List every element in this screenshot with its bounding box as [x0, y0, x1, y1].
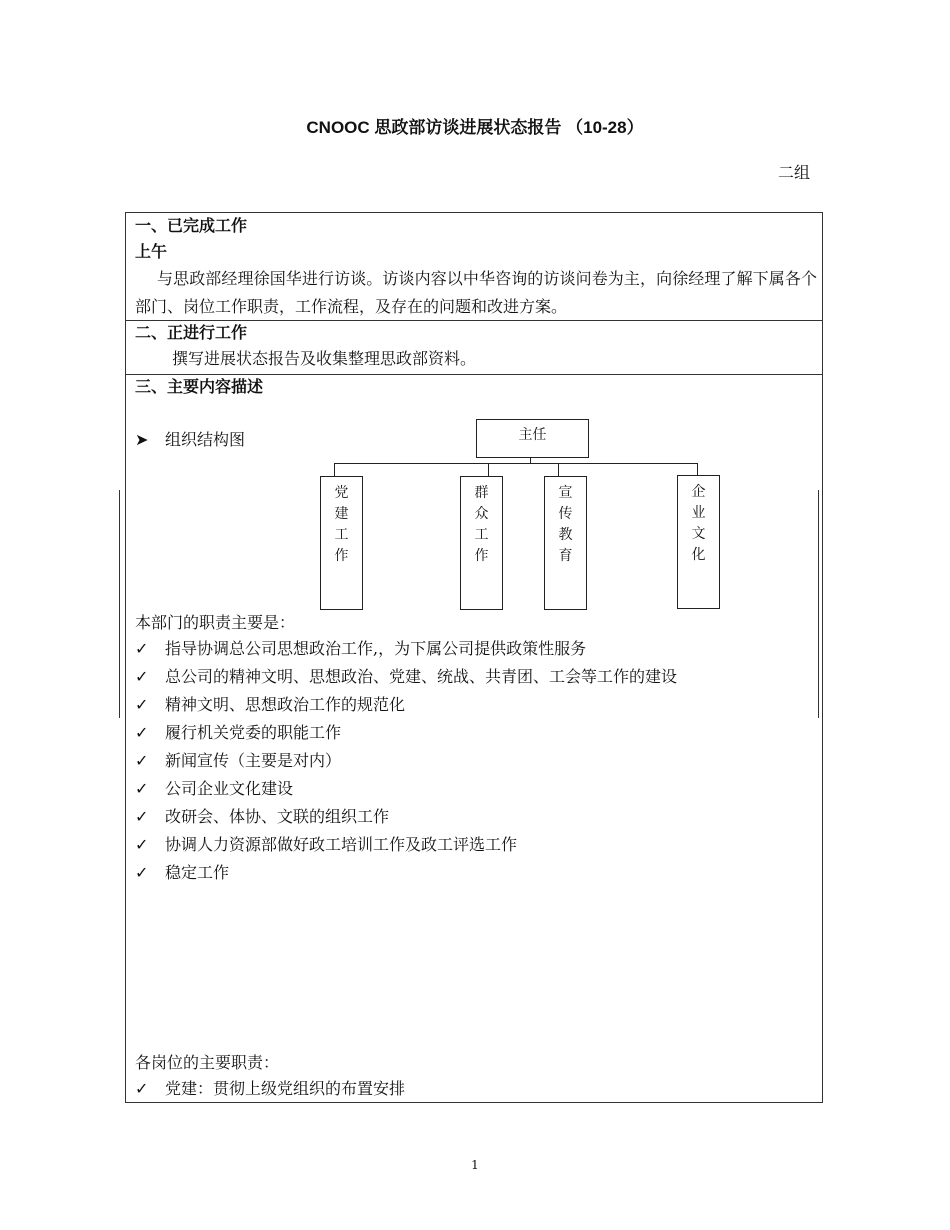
duty-item [135, 747, 341, 775]
duty-text: 总公司的精神文明、思想政治、党建、统战、共青团、工会等工作的建设 [165, 667, 678, 686]
org-connector [697, 463, 698, 475]
org-connector [334, 463, 698, 464]
section2-heading: 二、正进行工作 [135, 323, 248, 342]
duty-item [135, 635, 586, 663]
check-mark-icon: ✓ [135, 863, 149, 882]
check-mark-icon: ✓ [135, 639, 149, 658]
check-mark-icon: ✓ [135, 835, 149, 854]
duty-item [135, 859, 229, 887]
org-chart-label-row [135, 426, 245, 454]
duty-item [135, 691, 405, 719]
check-mark-icon: ✓ [135, 779, 149, 798]
section1-heading: 一、已完成工作 [135, 216, 248, 235]
duty-text: 新闻宣传（主要是对内） [165, 751, 342, 770]
org-node-label: 党 建 工 作 [334, 485, 349, 564]
check-mark-icon: ✓ [135, 723, 149, 742]
duty-item [135, 803, 389, 831]
check-mark-icon: ✓ [135, 667, 149, 686]
position-item [135, 1075, 405, 1103]
duty-item [135, 719, 341, 747]
duty-text: 精神文明、思想政治工作的规范化 [165, 695, 406, 714]
duty-item [135, 663, 677, 691]
check-mark-icon: ✓ [135, 1079, 149, 1098]
duty-text: 公司企业文化建设 [165, 779, 294, 798]
duty-text: 指导协调总公司思想政治工作,，为下属公司提供政策性服务 [165, 639, 587, 658]
check-mark-icon: ✓ [135, 695, 149, 714]
margin-line-left [119, 490, 120, 718]
org-connector [334, 463, 335, 476]
check-mark-icon: ✓ [135, 751, 149, 770]
duty-text: 履行机关党委的职能工作 [165, 723, 342, 742]
org-connector [488, 463, 489, 476]
org-node-label: 企 业 文 化 [691, 484, 706, 563]
org-connector [558, 463, 559, 476]
position-text: 党建：贯彻上级党组织的布置安排 [165, 1079, 406, 1098]
report-table [125, 212, 823, 1103]
duty-item [135, 775, 293, 803]
section1-paragraph: 与思政部经理徐国华进行访谈。访谈内容以中华咨询的访谈问卷为主，向徐经理了解下属各个部门、岗位工作职责，工作流程，及存在的问题和改进方案。 [135, 269, 817, 316]
document-title: CNOOC 思政部访谈进展状态报告 （10-28） [306, 118, 644, 137]
org-node-mass-work [460, 476, 503, 610]
section2-text: 撰写进展状态报告及收集整理思政部资料。 [172, 349, 477, 368]
section3-heading: 三、主要内容描述 [135, 377, 264, 396]
org-node-label: 群 众 工 作 [474, 485, 489, 564]
org-node-party-building [320, 476, 363, 610]
org-node-publicity-education [544, 476, 587, 610]
check-mark-icon: ✓ [135, 807, 149, 826]
duty-item [135, 831, 517, 859]
page-number: 1 [471, 1158, 479, 1172]
org-node-label: 宣 传 教 育 [558, 485, 573, 564]
duty-text: 协调人力资源部做好政工培训工作及政工评选工作 [165, 835, 518, 854]
section1-subheading: 上午 [135, 242, 168, 261]
org-node-director: 主任 [476, 419, 589, 458]
org-chart-label: 组织结构图 [165, 430, 246, 449]
duty-text: 稳定工作 [165, 863, 230, 882]
group-label: 二组 [777, 163, 810, 182]
margin-line-right [818, 490, 819, 718]
duty-text: 改研会、体协、文联的组织工作 [165, 807, 390, 826]
positions-intro: 各岗位的主要职责： [135, 1053, 280, 1072]
org-node-corporate-culture [677, 475, 720, 609]
duties-intro: 本部门的职责主要是： [135, 613, 296, 632]
arrow-bullet-icon: ➤ [135, 430, 149, 449]
